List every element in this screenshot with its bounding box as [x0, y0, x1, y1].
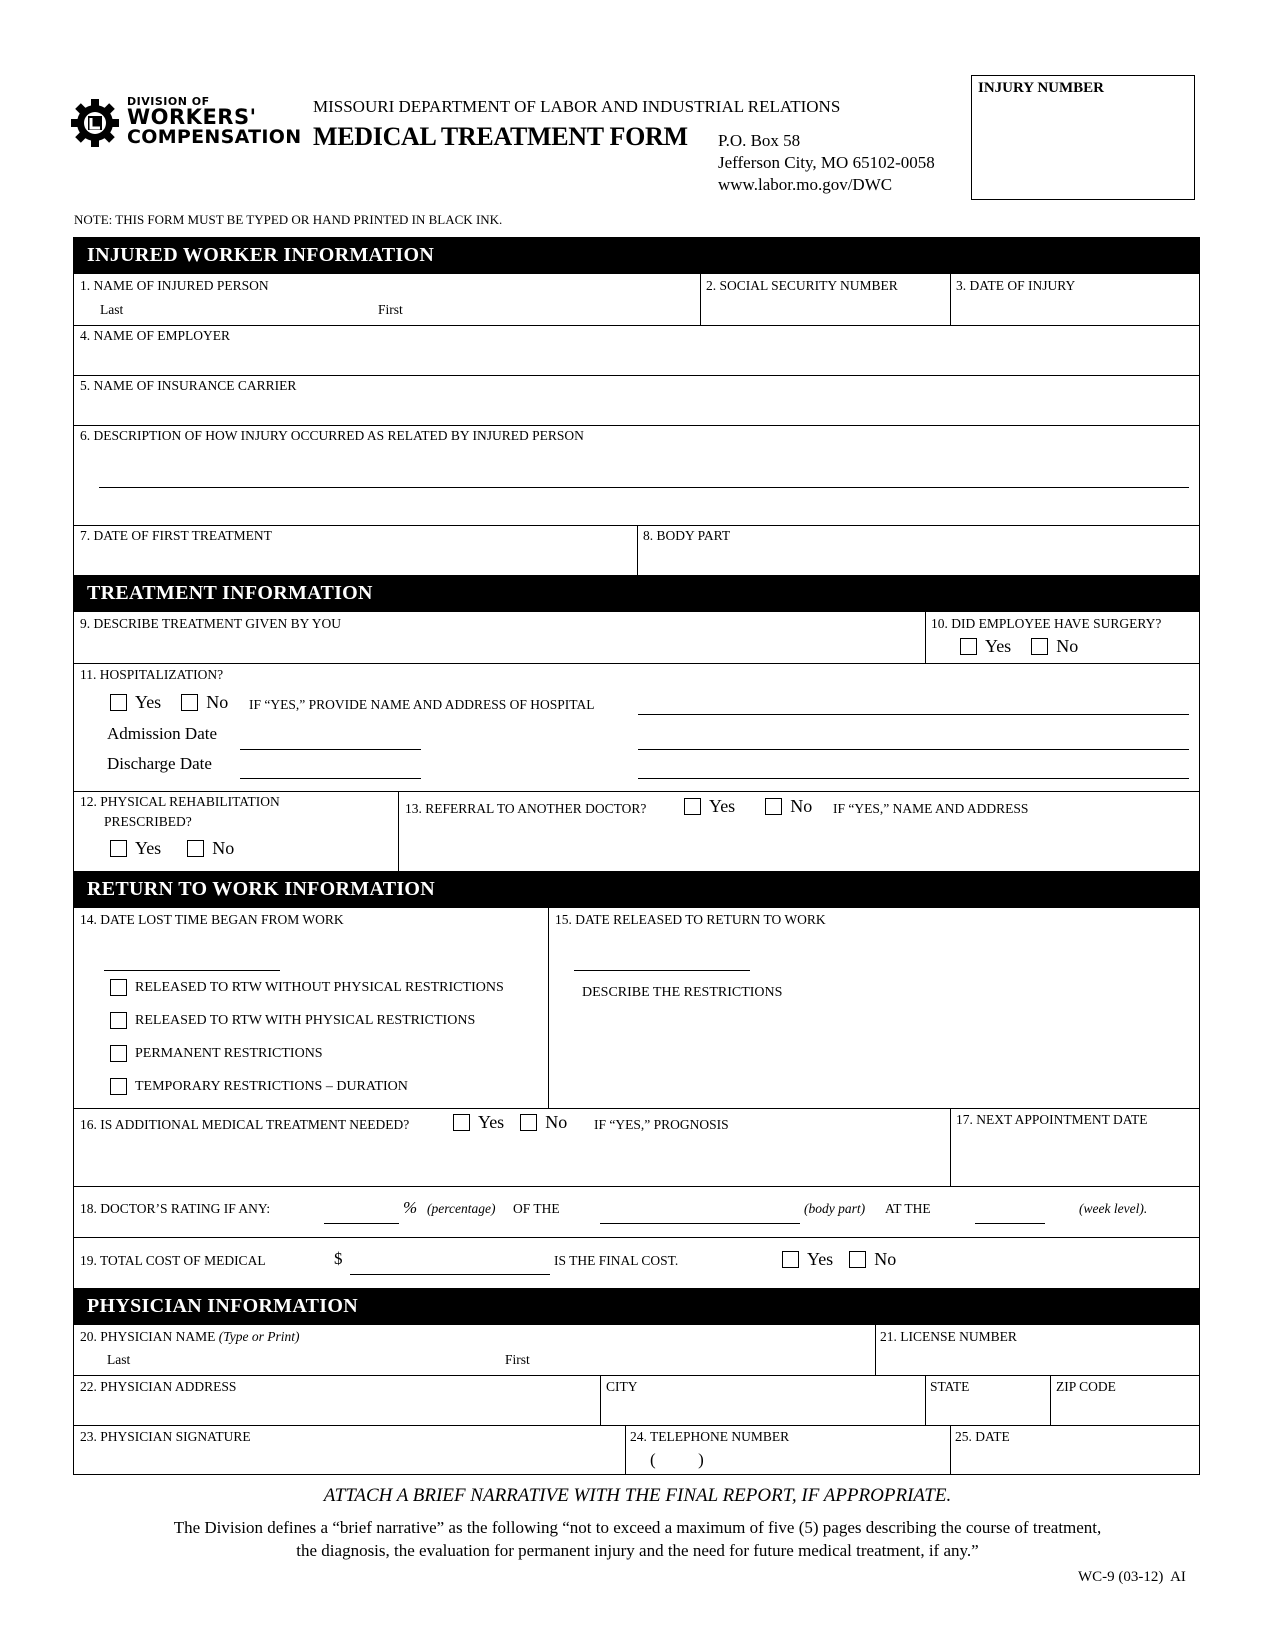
col-divider [625, 1425, 626, 1475]
injury-number-label: INJURY NUMBER [978, 80, 1104, 96]
col-divider [950, 1108, 951, 1186]
rtw-option-2 [110, 1012, 475, 1029]
final-cost-yes-label: Yes [807, 1249, 834, 1269]
ink-note: NOTE: THIS FORM MUST BE TYPED OR HAND PRINTED IN BLACK INK. [74, 212, 503, 227]
injured-first-label: First [378, 302, 403, 317]
section-physician: PHYSICIAN INFORMATION [73, 1288, 1200, 1325]
additional-treatment-no-checkbox[interactable] [520, 1114, 537, 1131]
referral-no-checkbox[interactable] [765, 798, 782, 815]
referral-yes-checkbox[interactable] [684, 798, 701, 815]
admission-date-label: Admission Date [107, 724, 218, 743]
injured-last-label: Last [100, 302, 124, 317]
brief-narrative-definition [0, 1516, 1275, 1562]
rating-percentage-line[interactable] [324, 1223, 399, 1224]
physician-name-text: 20. PHYSICIAN NAME [80, 1329, 216, 1344]
physician-first-label: First [505, 1352, 530, 1367]
address-line3: www.labor.mo.gov/DWC [718, 175, 893, 194]
hospitalization-no-checkbox[interactable] [181, 694, 198, 711]
rating-week-line[interactable] [975, 1223, 1045, 1224]
rehab-options [110, 838, 234, 859]
logo-line1: DIVISION OF [127, 95, 210, 108]
additional-treatment-options [453, 1112, 567, 1133]
final-cost-options [782, 1249, 896, 1270]
referral-label: 13. REFERRAL TO ANOTHER DOCTOR? [405, 801, 647, 816]
injury-description-line[interactable] [99, 487, 1189, 488]
dollar-sign: $ [334, 1249, 343, 1268]
hospitalization-yes-label: Yes [135, 692, 162, 712]
attach-narrative-note: ATTACH A BRIEF NARRATIVE WITH THE FINAL REPORT, IF APPROPRIATE. [323, 1485, 952, 1506]
rating-body-part-line[interactable] [600, 1223, 800, 1224]
row-divider [73, 1108, 1200, 1109]
lost-time-label: 14. DATE LOST TIME BEGAN FROM WORK [80, 912, 344, 927]
hospitalization-options [110, 692, 228, 713]
hospital-address-line[interactable] [638, 749, 1189, 750]
date-of-injury-label: 3. DATE OF INJURY [956, 278, 1076, 293]
row-divider [73, 663, 1200, 664]
city-label: CITY [606, 1379, 638, 1394]
department-name: MISSOURI DEPARTMENT OF LABOR AND INDUSTRIAL RELATIONS [313, 97, 841, 116]
rehab-label-line1: 12. PHYSICAL REHABILITATION [80, 794, 280, 809]
hospitalization-no-label: No [206, 692, 229, 712]
final-cost-no-checkbox[interactable] [849, 1251, 866, 1268]
total-cost-label: 19. TOTAL COST OF MEDICAL [80, 1253, 266, 1268]
rtw-option-4 [110, 1078, 408, 1095]
injury-description-label: 6. DESCRIPTION OF HOW INJURY OCCURRED AS RELATED BY INJURED PERSON [80, 428, 584, 443]
referral-options [684, 796, 812, 817]
form-title: MEDICAL TREATMENT FORM [313, 122, 688, 151]
section-injured-worker: INJURED WORKER INFORMATION [73, 237, 1200, 274]
referral-no-label: No [790, 796, 813, 816]
col-divider [398, 791, 399, 871]
rating-percentage-hint: (percentage) [427, 1201, 496, 1216]
additional-treatment-label: 16. IS ADDITIONAL MEDICAL TREATMENT NEEDED? [80, 1117, 410, 1132]
referral-if-yes-label: IF “YES,” NAME AND ADDRESS [833, 801, 1029, 816]
brief-line2: the diagnosis, the evaluation for permanent injury and the need for future medical treatment, if any.” [296, 1541, 979, 1560]
prognosis-label: IF “YES,” PROGNOSIS [594, 1117, 729, 1132]
treatment-given-label: 9. DESCRIBE TREATMENT GIVEN BY YOU [80, 616, 342, 631]
hospital-name-line[interactable] [638, 714, 1189, 715]
row-divider [73, 425, 1200, 426]
released-date-line[interactable] [574, 970, 750, 971]
col-divider [700, 274, 701, 325]
zip-code-label: ZIP CODE [1056, 1379, 1116, 1394]
brief-line1: The Division defines a “brief narrative” as the following “not to exceed a maximum of five (5) pages describing the course of treatment, [173, 1518, 1102, 1537]
rating-week-hint: (week level). [1079, 1201, 1148, 1216]
ssn-label: 2. SOCIAL SECURITY NUMBER [706, 278, 898, 293]
first-treatment-label: 7. DATE OF FIRST TREATMENT [80, 528, 272, 543]
employer-label: 4. NAME OF EMPLOYER [80, 328, 231, 343]
next-appointment-label: 17. NEXT APPOINTMENT DATE [956, 1112, 1148, 1127]
physician-last-label: Last [107, 1352, 131, 1367]
physician-name-label [80, 1329, 300, 1345]
describe-restrictions-label: DESCRIBE THE RESTRICTIONS [582, 985, 783, 1000]
rehab-yes-label: Yes [135, 838, 162, 858]
telephone-area-code: ( ) [650, 1450, 704, 1469]
final-cost-yes-checkbox[interactable] [782, 1251, 799, 1268]
date-label: 25. DATE [955, 1429, 1010, 1444]
col-divider [950, 274, 951, 325]
discharge-date-line[interactable] [240, 778, 421, 779]
rtw-without-restrictions-checkbox[interactable] [110, 979, 127, 996]
rehab-no-label: No [212, 838, 235, 858]
temporary-restrictions-checkbox[interactable] [110, 1078, 127, 1095]
col-divider [875, 1325, 876, 1375]
referral-yes-label: Yes [709, 796, 736, 816]
col-divider [548, 908, 549, 1108]
permanent-restrictions-checkbox[interactable] [110, 1045, 127, 1062]
discharge-date-label: Discharge Date [107, 754, 212, 773]
col-divider [1050, 1375, 1051, 1425]
surgery-yes-checkbox[interactable] [960, 638, 977, 655]
row-divider [73, 1237, 1200, 1238]
rehab-yes-checkbox[interactable] [110, 840, 127, 857]
hospital-if-yes-label: IF “YES,” PROVIDE NAME AND ADDRESS OF HOSPITAL [249, 697, 595, 712]
row-divider [73, 791, 1200, 792]
total-cost-line[interactable] [350, 1274, 550, 1275]
additional-treatment-no-label: No [545, 1112, 568, 1132]
logo-wordmark [127, 96, 301, 147]
surgery-no-label: No [1056, 636, 1079, 656]
final-cost-label: IS THE FINAL COST. [554, 1253, 679, 1268]
physician-address-label: 22. PHYSICIAN ADDRESS [80, 1379, 237, 1394]
rating-body-part-hint: (body part) [804, 1201, 866, 1216]
form-number: WC-9 (03-12) AI [1078, 1569, 1186, 1585]
body-part-label: 8. BODY PART [643, 528, 731, 543]
surgery-label: 10. DID EMPLOYEE HAVE SURGERY? [931, 616, 1162, 631]
rating-percent-sign: % [403, 1198, 418, 1217]
col-divider [600, 1375, 601, 1425]
rehab-label-line2: PRESCRIBED? [104, 814, 192, 829]
row-divider [73, 1425, 1200, 1426]
row-divider [73, 375, 1200, 376]
row-divider [73, 1186, 1200, 1187]
rtw-option-3-label: PERMANENT RESTRICTIONS [135, 1045, 323, 1061]
hospitalization-yes-checkbox[interactable] [110, 694, 127, 711]
rtw-option-3 [110, 1045, 323, 1062]
logo-line2: WORKERS' [127, 105, 257, 129]
rating-of-the: OF THE [513, 1201, 560, 1216]
surgery-options [960, 636, 1078, 657]
mailing-address [718, 130, 935, 196]
physician-signature-label: 23. PHYSICIAN SIGNATURE [80, 1429, 251, 1444]
rtw-option-1 [110, 979, 504, 996]
hospital-address-line-2[interactable] [638, 778, 1189, 779]
released-date-label: 15. DATE RELEASED TO RETURN TO WORK [555, 912, 826, 927]
additional-treatment-yes-label: Yes [478, 1112, 505, 1132]
rehab-no-checkbox[interactable] [187, 840, 204, 857]
surgery-yes-label: Yes [985, 636, 1012, 656]
row-divider [73, 1375, 1200, 1376]
rtw-option-4-label: TEMPORARY RESTRICTIONS – DURATION [135, 1078, 408, 1094]
telephone-label: 24. TELEPHONE NUMBER [630, 1429, 790, 1444]
injury-number-box[interactable] [971, 75, 1195, 200]
surgery-no-checkbox[interactable] [1031, 638, 1048, 655]
injured-name-label: 1. NAME OF INJURED PERSON [80, 278, 269, 293]
col-divider [950, 1425, 951, 1475]
license-number-label: 21. LICENSE NUMBER [880, 1329, 1017, 1344]
lost-time-line[interactable] [104, 970, 280, 971]
col-divider [925, 1375, 926, 1425]
logo-line3: COMPENSATION [127, 126, 302, 148]
rtw-option-1-label: RELEASED TO RTW WITHOUT PHYSICAL RESTRICTIONS [135, 979, 504, 995]
rtw-option-2-label: RELEASED TO RTW WITH PHYSICAL RESTRICTIONS [135, 1012, 476, 1028]
rating-at-the: AT THE [885, 1201, 931, 1216]
row-divider [73, 325, 1200, 326]
additional-treatment-yes-checkbox[interactable] [453, 1114, 470, 1131]
physician-name-hint: (Type or Print) [218, 1329, 300, 1344]
gear-logo-icon [70, 98, 120, 148]
col-divider [925, 612, 926, 663]
hospitalization-label: 11. HOSPITALIZATION? [80, 667, 224, 682]
final-cost-no-label: No [874, 1249, 897, 1269]
rtw-with-restrictions-checkbox[interactable] [110, 1012, 127, 1029]
section-return-to-work: RETURN TO WORK INFORMATION [73, 871, 1200, 908]
insurance-carrier-label: 5. NAME OF INSURANCE CARRIER [80, 378, 297, 393]
col-divider [637, 525, 638, 575]
state-label: STATE [930, 1379, 970, 1394]
section-treatment: TREATMENT INFORMATION [73, 575, 1200, 612]
address-line1: P.O. Box 58 [718, 131, 801, 150]
rating-label: 18. DOCTOR’S RATING IF ANY: [80, 1201, 271, 1216]
address-line2: Jefferson City, MO 65102-0058 [718, 153, 935, 172]
admission-date-line[interactable] [240, 749, 421, 750]
